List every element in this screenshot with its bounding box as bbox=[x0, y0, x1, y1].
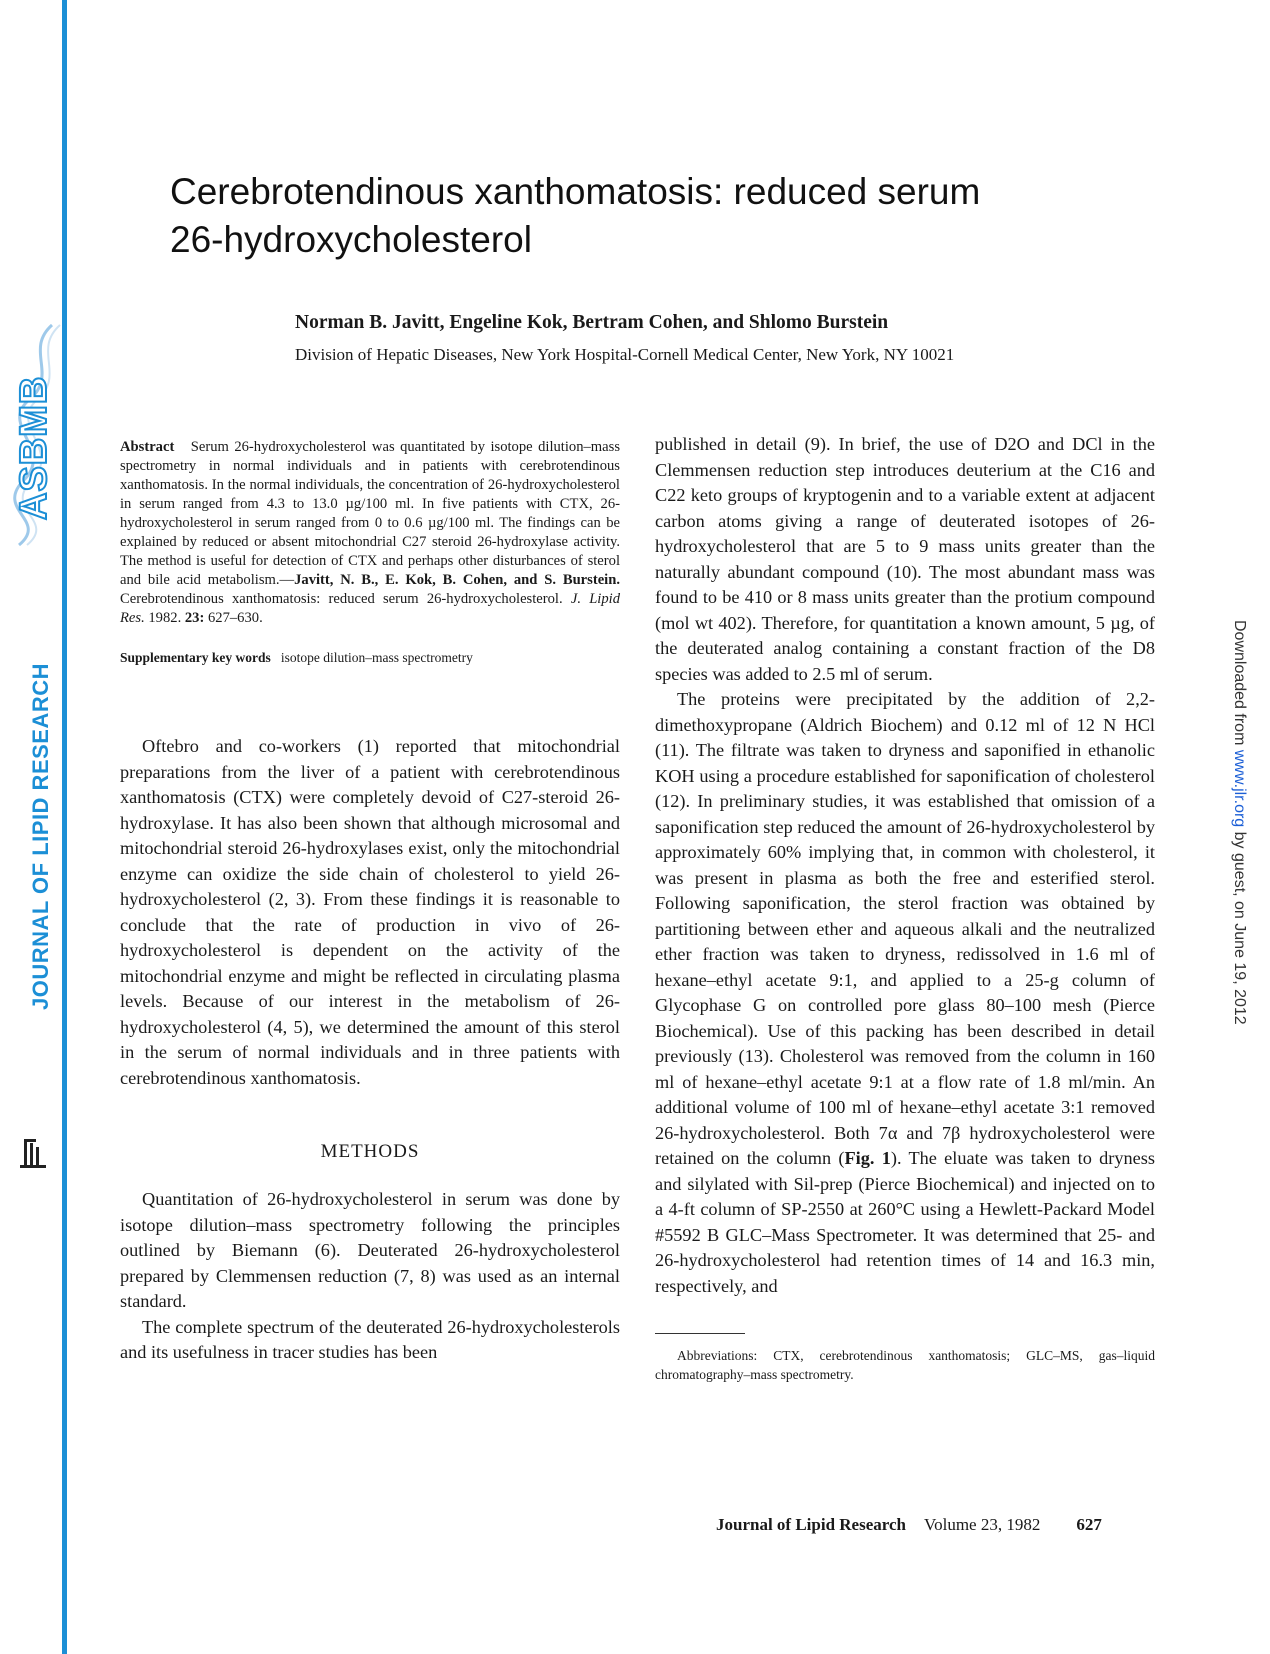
sidebar-blue-rule bbox=[62, 0, 67, 1654]
footnote-divider bbox=[655, 1333, 745, 1334]
title-line-1: Cerebrotendinous xanthomatosis: reduced serum bbox=[170, 171, 981, 212]
abstract-cite-authors: Javitt, N. B., E. Kok, B. Cohen, and S. Burstein. bbox=[294, 572, 620, 588]
download-link[interactable]: www.jlr.org bbox=[1231, 749, 1248, 828]
keywords-text: isotope dilution–mass spectrometry bbox=[280, 650, 473, 665]
figure-reference[interactable]: Fig. 1 bbox=[844, 1148, 891, 1168]
methods-paragraph-1: Quantitation of 26-hydroxycholesterol in serum was done by isotope dilution–mass spectrometry following the principles outlined by Biemann (6). Deuterated 26-hydroxycholesterol prepared by Clemmensen reduction (7, 8) was used as an internal standard. bbox=[120, 1189, 620, 1311]
right-paragraph-2b: ). The eluate was taken to dryness and silylated with Sil-prep (Pierce Biochemical) and injected on to a 4-ft column of SP-2550 at 260°C using a Hewlett-Packard Model #5592 B GLC–Mass Spectrometer. It was determined that 25- and 26-hydroxycholesterol had retention times of 14 and 16.3 min, respectively, and bbox=[655, 1148, 1155, 1296]
right-paragraph-2a: The proteins were precipitated by the addition of 2,2-dimethoxypropane (Aldrich Biochem) and 0.12 ml of 12 N HCl (11). The filtrate was taken to dryness and saponified in ethanolic KOH using a procedure established for saponification of cholesterol (12). In preliminary studies, it was established that omission of a saponification step reduced the amount of 26-hydroxycholesterol by approximately 60% implying that, in common with cholesterol, it was present in plasma as both the free and esterified sterol. Following saponification, the sterol fraction was obtained by partitioning between ether and aqueous alkali and the neutralized ether fraction was taken to dryness, redissolved in 1.6 ml of hexane–ethyl acetate 9:1, and applied to a 25-g column of Glycophase G on controlled pore glass 80–100 mesh (Pierce Biochemical). Use of this packing has been described in detail previously (13). Cholesterol was removed from the column in 160 ml of hexane–ethyl acetate 9:1 at a flow rate of 1.8 ml/min. An additional volume of 100 ml of hexane–ethyl acetate 3:1 removed 26-hydroxycholesterol. Both 7α and 7β hydroxycholesterol were retained on the column ( bbox=[655, 689, 1155, 1168]
affiliation: Division of Hepatic Diseases, New York Hospital-Cornell Medical Center, New York, NY 10021 bbox=[295, 345, 955, 364]
article-title bbox=[170, 168, 1150, 264]
methods-paragraph-2: The complete spectrum of the deuterated 26-hydroxycholesterols and its usefulness in tracer studies has been bbox=[120, 1316, 620, 1362]
abstract-cite-year: 1982. bbox=[144, 610, 185, 626]
abstract bbox=[120, 438, 620, 628]
footer-volume: Volume 23, 1982 bbox=[924, 1515, 1041, 1534]
abstract-cite-title: Cerebrotendinous xanthomatosis: reduced serum 26-hydroxycholesterol. bbox=[120, 591, 571, 607]
abstract-cite-pages: 627–630. bbox=[204, 610, 263, 626]
keywords-label: Supplementary key words bbox=[120, 650, 271, 665]
intro-paragraph: Oftebro and co-workers (1) reported that mitochondrial preparations from the liver of a patient with cerebrotendinous xanthomatosis (CTX) were completely devoid of C27-steroid 26-hydroxylase. It has also been shown that although microsomal and mitochondrial steroid 26-hydroxylases exist, only the mitochondrial enzyme can oxidize the side chain of cholesterol to yield 26-hydroxycholesterol (2, 3). From these findings it is reasonable to conclude that the rate of production in vivo of 26-hydroxycholesterol is dependent on the activity of the mitochondrial enzyme and might be reflected in circulating plasma levels. Because of our interest in the metabolism of 26-hydroxycholesterol (4, 5), we determined the amount of this sterol in the serum of normal individuals and in three patients with cerebrotendinous xanthomatosis. bbox=[120, 736, 620, 1088]
page-footer bbox=[716, 1515, 1102, 1535]
authors: Norman B. Javitt, Engeline Kok, Bertram Cohen, and Shlomo Burstein bbox=[295, 312, 889, 333]
journal-side-label: JOURNAL OF LIPID RESEARCH bbox=[28, 662, 53, 1010]
abstract-cite-journal: J. Lipid Res. bbox=[120, 591, 621, 626]
abstract-label: Abstract bbox=[120, 439, 175, 455]
methods-heading: METHODS bbox=[320, 1141, 420, 1162]
download-notice bbox=[1230, 620, 1248, 1025]
title-line-2: 26-hydroxycholesterol bbox=[170, 219, 532, 260]
abstract-text: Serum 26-hydroxycholesterol was quantitated by isotope dilution–mass spectrometry in normal individuals and in patients with cerebrotendinous xanthomatosis. In the normal individuals, the concentration of 26-hydroxycholesterol in serum ranged from 4.3 to 13.0 µg/100 ml. In five patients with CTX, 26-hydroxycholesterol in serum ranged from 0 to 0.6 µg/100 ml. The findings can be explained by reduced or absent mitochondrial C27 steroid 26-hydroxylase activity. The method is useful for detection of CTX and perhaps other disturbances of sterol and bile acid metabolism.— bbox=[120, 439, 620, 588]
keywords bbox=[120, 650, 620, 666]
footer-journal: Journal of Lipid Research bbox=[716, 1515, 907, 1534]
download-prefix: Downloaded from bbox=[1231, 620, 1248, 750]
right-paragraph-1: published in detail (9). In brief, the use of D2O and DCl in the Clemmensen reduction step introduces deuterium at the C16 and C22 keto groups of kryptogenin and to a variable extent at adjacent carbon atoms giving a range of deuterated isotopes of 26-hydroxycholesterol that are 5 to 9 mass units greater than the naturally abundant compound (10). The most abundant mass was found to be 410 or 8 mass units greater than the protium compound (mol wt 402). Therefore, for quantitation a known amount, 5 µg, of the deuterated analog containing a constant fraction of the D8 species was added to 2.5 ml of serum. bbox=[655, 434, 1155, 684]
right-paragraph-2 bbox=[655, 687, 1155, 1299]
asbmb-logo-text: ASBMB bbox=[13, 375, 55, 520]
download-suffix: by guest, on June 19, 2012 bbox=[1231, 827, 1248, 1025]
left-column bbox=[120, 438, 620, 1366]
footnote: Abbreviations: CTX, cerebrotendinous xanthomatosis; GLC–MS, gas–liquid chromatography–mass spectrometry. bbox=[655, 1348, 1155, 1382]
jlr-logo-icon bbox=[18, 1135, 48, 1171]
right-column bbox=[655, 432, 1155, 1384]
page-number: 627 bbox=[1076, 1515, 1102, 1534]
abstract-cite-volume: 23: bbox=[184, 610, 205, 626]
